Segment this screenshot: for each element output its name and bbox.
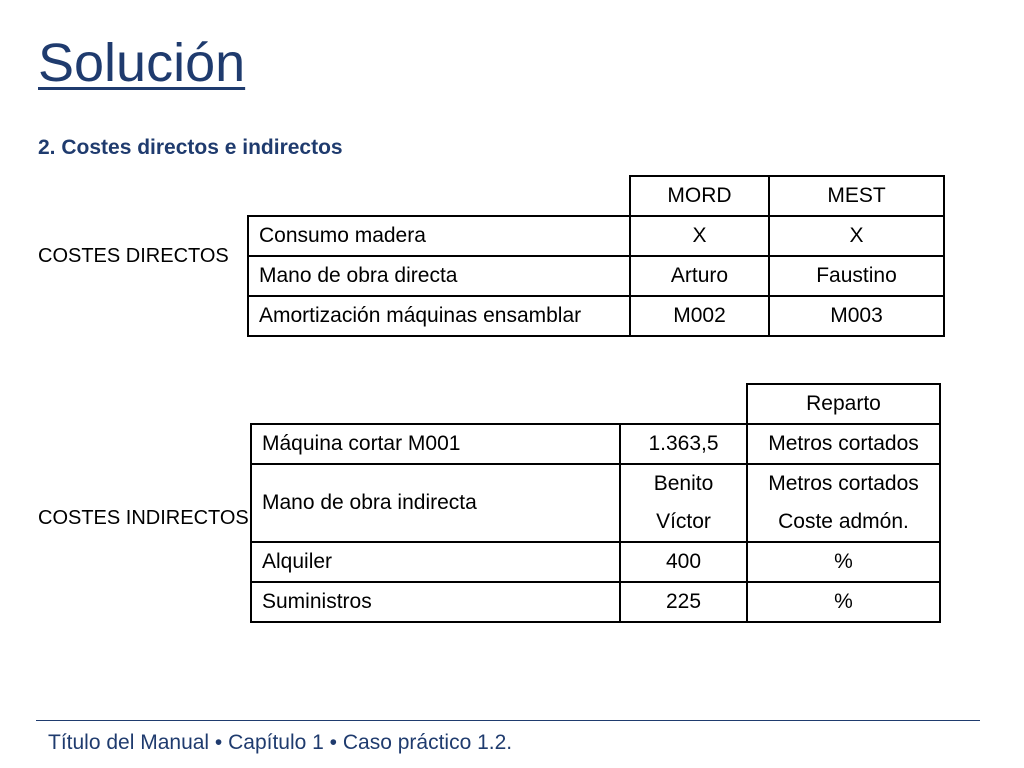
- header-mest: MEST: [769, 176, 944, 216]
- empty-cell: [620, 384, 747, 424]
- page-title: Solución: [38, 33, 246, 93]
- row-reparto: Coste admón.: [747, 503, 940, 542]
- row-concept: Mano de obra indirecta: [251, 464, 620, 542]
- row-concept: Suministros: [251, 582, 620, 622]
- row-concept: Alquiler: [251, 542, 620, 582]
- direct-costs-table: [247, 175, 945, 337]
- table-row: [251, 582, 940, 622]
- table-header-row: [248, 176, 944, 216]
- header-reparto: Reparto: [747, 384, 940, 424]
- row-reparto: %: [747, 542, 940, 582]
- footer-text: Título del Manual • Capítulo 1 • Caso práctico 1.2.: [48, 731, 513, 754]
- table-header-row: [251, 384, 940, 424]
- indirect-costs-table: [250, 383, 941, 623]
- row-concept: Mano de obra directa: [248, 256, 630, 296]
- row-mord: M002: [630, 296, 769, 336]
- row-mord: X: [630, 216, 769, 256]
- row-value: Víctor: [620, 503, 747, 542]
- section-subtitle: 2. Costes directos e indirectos: [38, 136, 343, 159]
- empty-cell: [251, 384, 620, 424]
- row-mest: X: [769, 216, 944, 256]
- row-reparto: Metros cortados: [747, 464, 940, 503]
- indirect-costs-label: COSTES INDIRECTOS: [38, 507, 249, 529]
- row-value: 400: [620, 542, 747, 582]
- direct-costs-label: COSTES DIRECTOS: [38, 245, 229, 267]
- row-value: Benito: [620, 464, 747, 503]
- row-value: 1.363,5: [620, 424, 747, 464]
- row-concept: Consumo madera: [248, 216, 630, 256]
- row-mest: Faustino: [769, 256, 944, 296]
- row-concept: Máquina cortar M001: [251, 424, 620, 464]
- row-value: 225: [620, 582, 747, 622]
- table-row: [251, 424, 940, 464]
- row-reparto: Metros cortados: [747, 424, 940, 464]
- table-row: [251, 542, 940, 582]
- row-concept: Amortización máquinas ensamblar: [248, 296, 630, 336]
- row-mord: Arturo: [630, 256, 769, 296]
- table-row: [248, 296, 944, 336]
- empty-cell: [248, 176, 630, 216]
- table-row: [248, 216, 944, 256]
- table-row: [248, 256, 944, 296]
- header-mord: MORD: [630, 176, 769, 216]
- row-reparto: %: [747, 582, 940, 622]
- table-row: [251, 464, 940, 503]
- footer-divider: [36, 720, 980, 721]
- row-mest: M003: [769, 296, 944, 336]
